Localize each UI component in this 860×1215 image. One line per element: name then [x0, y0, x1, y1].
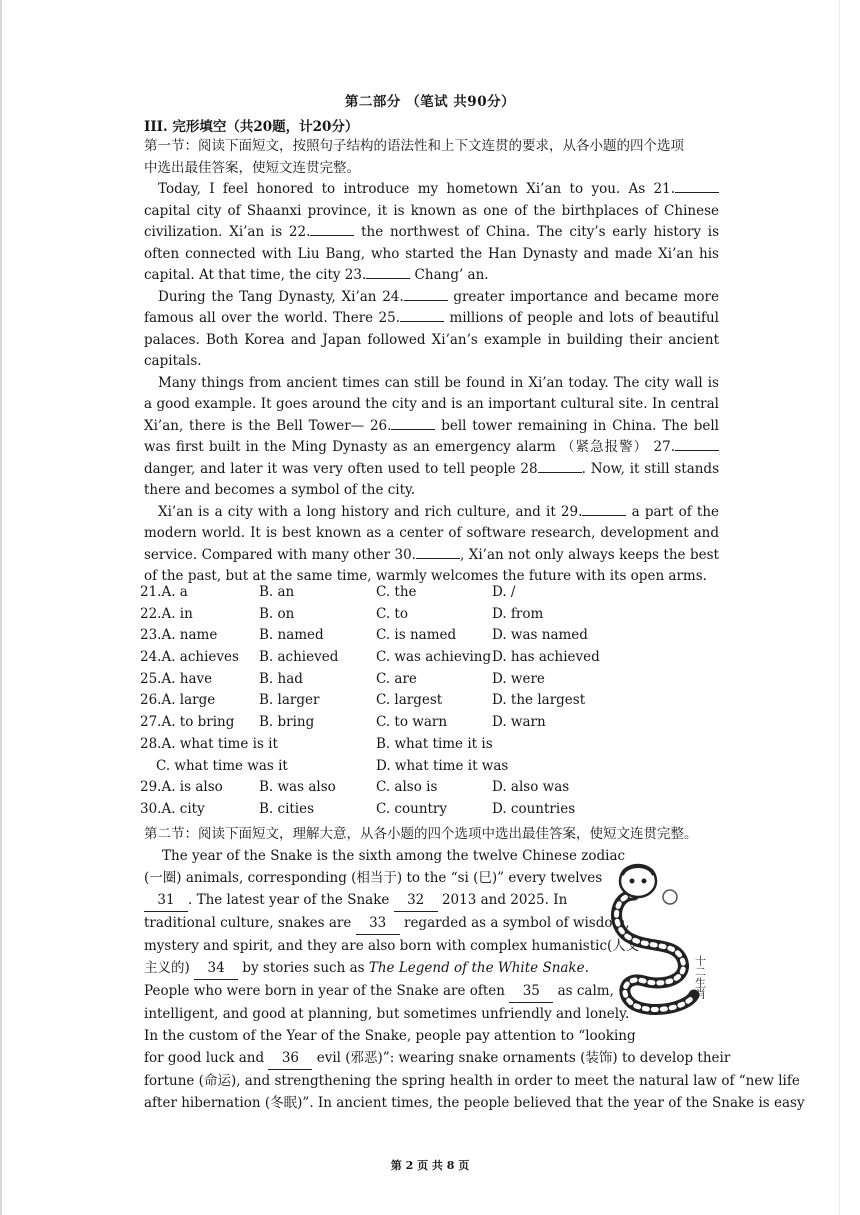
instruction-line-1: 第一节：阅读下面短文，按照句子结构的语法性和上下文连贯的要求，从各小题的四个选项	[144, 138, 684, 154]
scan-left-edge	[0, 0, 2, 1215]
p2-line-9: In the custom of the Year of the Snake, people pay attention to “looking	[144, 1028, 636, 1044]
page-number: 第 2 页 共 8 页	[390, 1159, 470, 1172]
paragraph-2: During the Tang Dynasty, Xi’an 24. greater importance and became more famous all over the world. There 25. millions of people and lots of beautiful palaces. Both Korea and Japan followed Xi’an’s example in building their ancient capitals.	[144, 288, 720, 369]
option-row-24: 24.A. achieves B. achieved C. was achieving D. has achieved	[140, 649, 600, 666]
scan-right-edge	[839, 0, 840, 1215]
paragraph-3: Many things from ancient times can still be found in Xi’an today. The city wall is a good example. It goes around the city and is an important cultural site. In central Xi’an, there is the Bell Tower— 26. bell tower remaining in China. The bell was first built in the Ming Dynasty as an emergency alarm （紧急报警） 27. danger, and later it was very often used to tell people 28 . Now, it still stands there and becomes a symbol of the city.	[144, 374, 720, 498]
option-row-21: 21.A. a B. an C. the D. /	[140, 584, 516, 600]
p2-line-4: traditional culture, snakes are 33 regarded as a symbol of wisdom,	[144, 912, 724, 935]
blank-21	[675, 179, 719, 193]
p2-line-1: The year of the Snake is the sixth among the twelve Chinese zodiac	[162, 848, 626, 864]
blank-33: 33	[356, 912, 400, 935]
part1-passage	[144, 136, 719, 588]
p2-line-3: 31 . The latest year of the Snake 32 2013 and 2025. In	[144, 889, 724, 912]
p2-line-5: mystery and spirit, and they are also born with complex humanistic(人文	[144, 938, 640, 954]
option-row-27: 27.A. to bring B. bring C. to warn D. warn	[140, 714, 546, 731]
answer-options	[140, 584, 740, 823]
blank-22	[310, 222, 354, 236]
blank-32: 32	[394, 889, 438, 912]
blank-31: 31	[144, 889, 188, 912]
blank-25	[400, 308, 444, 322]
option-row-28a: 28.A. what time is it B. what time it is	[140, 735, 493, 752]
option-row-29: 29.A. is also B. was also C. also is D. also was	[140, 779, 570, 796]
p2-line-10: for good luck and 36 evil (邪恶)”: wearing snake ornaments (装饰) to develop their	[144, 1047, 724, 1070]
option-row-28b: C. what time was it D. what time it was	[156, 757, 509, 774]
part2-instruction: 第二节：阅读下面短文，理解大意，从各小题的四个选项中选出最佳答案，使短文连贯完整。	[144, 826, 698, 842]
paragraph-1: Today, I feel honored to introduce my hometown Xi’an to you. As 21. capital city of Shaanxi province, it is known as one of the birthplaces of Chinese civilization. Xi’an is 22. the northwest of China. The city’s early history is often connected with Liu Bang, who started the Han Dynasty and made Xi’an his capital. At that time, the city 23. Chang’ an.	[144, 181, 719, 283]
p2-line-2: (一圈) animals, corresponding (相当于) to the “si (巳)” every twelves	[144, 870, 603, 886]
option-row-25: 25.A. have B. had C. are D. were	[140, 670, 545, 687]
blank-30	[416, 545, 460, 559]
blank-29	[582, 502, 626, 516]
p2-line-11: fortune (命运), and strengthening the spring health in order to meet the natural law of “new life	[144, 1073, 800, 1089]
paragraph-4: Xi’an is a city with a long history and rich culture, and it 29. a part of the modern world. It is best known as a center of software research, development and service. Compared with many other 30. , Xi’an not only always keeps the best of the past, but at the same time, warmly welcomes the future with its open arms.	[144, 503, 720, 584]
zodiac-caption: 十二生肖	[693, 955, 707, 999]
option-row-22: 22.A. in B. on C. to D. from	[140, 605, 544, 622]
part-title: 第二部分 （笔试 共90分）	[344, 94, 516, 110]
option-row-23: 23.A. name B. named C. is named D. was named	[140, 627, 588, 644]
blank-35: 35	[509, 980, 553, 1003]
section-heading: III. 完形填空（共20题，计20分）	[144, 119, 359, 135]
snake-illustration	[604, 855, 720, 1025]
p2-line-6: 主义的) 34 by stories such as The Legend of the White Snake.	[144, 957, 724, 980]
blank-34: 34	[194, 957, 238, 980]
instruction-line-2: 中选出最佳答案，使短文连贯完整。	[144, 159, 360, 176]
p2-line-8: intelligent, and good at planning, but sometimes unfriendly and lonely.	[144, 1006, 630, 1022]
blank-23	[366, 265, 410, 279]
p2-line-7: People who were born in year of the Snake are often 35 as calm,	[144, 980, 724, 1003]
blank-24	[404, 287, 448, 301]
blank-28	[538, 459, 582, 473]
blank-27	[675, 437, 719, 451]
p2-line-12: after hibernation (冬眠)”. In ancient times, the people believed that the year of the Snake is easy	[144, 1095, 805, 1111]
blank-36: 36	[268, 1047, 312, 1070]
option-row-26: 26.A. large B. larger C. largest D. the largest	[140, 692, 586, 709]
blank-26	[391, 416, 435, 430]
option-row-30: 30.A. city B. cities C. country D. countries	[140, 800, 576, 817]
